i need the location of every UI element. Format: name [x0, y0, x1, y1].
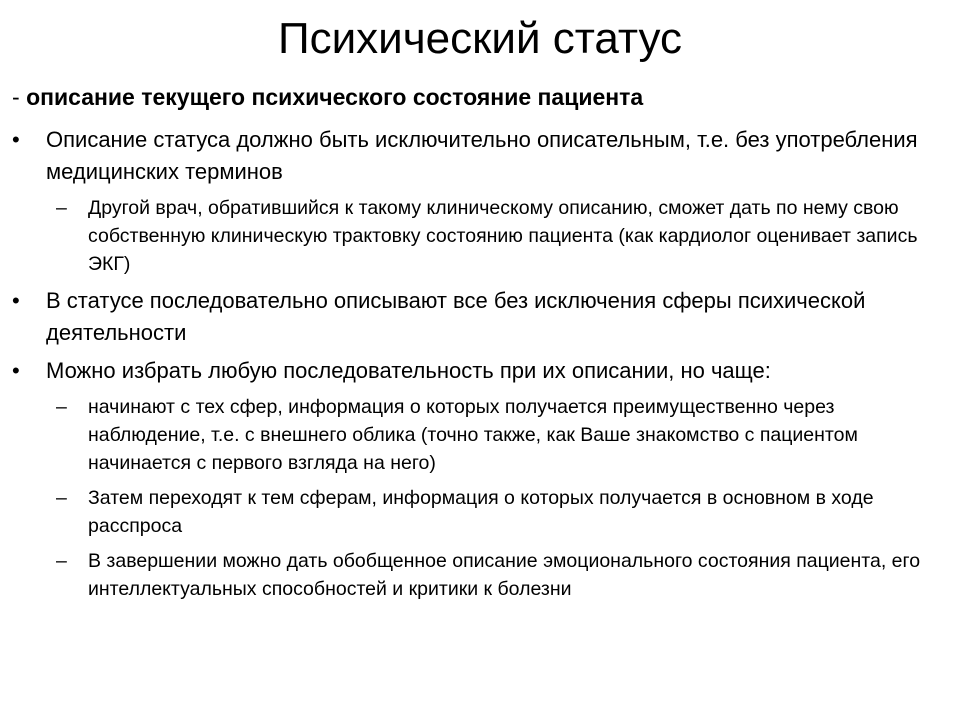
sub-bullet-marker: –	[56, 550, 67, 572]
sub-bullet-item-3-2	[12, 484, 948, 540]
slide-title: Психический статус	[277, 14, 683, 63]
sub-bullet-item-1-1	[12, 194, 948, 278]
bullet-text: Можно избрать любую последовательность при их описании, но чаще:	[46, 358, 771, 383]
sub-bullet-item-3-3	[12, 547, 948, 603]
bullet-marker: •	[12, 288, 20, 313]
slide-subtitle	[12, 82, 942, 112]
sub-bullet-text: Затем переходят к тем сферам, информация о которых получается в основном в ходе расспроса	[88, 487, 874, 537]
bullet-text: В статусе последовательно описывают все без исключения сферы психической деятельности	[46, 288, 866, 345]
subtitle-text: описание текущего психического состояние пациента	[26, 84, 644, 110]
sub-bullet-marker: –	[56, 396, 67, 418]
sub-bullet-text: Другой врач, обратившийся к такому клиническому описанию, сможет дать по нему свою собственную клиническую трактовку состоянию пациента (как кардиолог оценивает запись ЭКГ)	[88, 197, 918, 275]
bullet-marker: •	[12, 127, 20, 152]
bullet-item-3	[12, 355, 948, 387]
sub-bullet-text: начинают с тех сфер, информация о которых получается преимущественно через наблюдение, т.е. с внешнего облика (точно также, как Ваше знакомство с пациентом начинается с первого взгляда на него)	[88, 396, 858, 474]
sub-bullet-text: В завершении можно дать обобщенное описание эмоционального состояния пациента, его интеллектуальных способностей и критики к болезни	[88, 550, 921, 600]
bullet-item-1	[12, 124, 948, 188]
bullet-list	[12, 124, 948, 610]
bullet-item-2	[12, 285, 948, 349]
sub-bullet-item-3-1	[12, 393, 948, 477]
sub-bullet-marker: –	[56, 487, 67, 509]
sub-bullet-marker: –	[56, 197, 67, 219]
bullet-marker: •	[12, 358, 20, 383]
bullet-text: Описание статуса должно быть исключительно описательным, т.е. без употребления медицинских терминов	[46, 127, 918, 184]
subtitle-dash: -	[12, 84, 27, 110]
